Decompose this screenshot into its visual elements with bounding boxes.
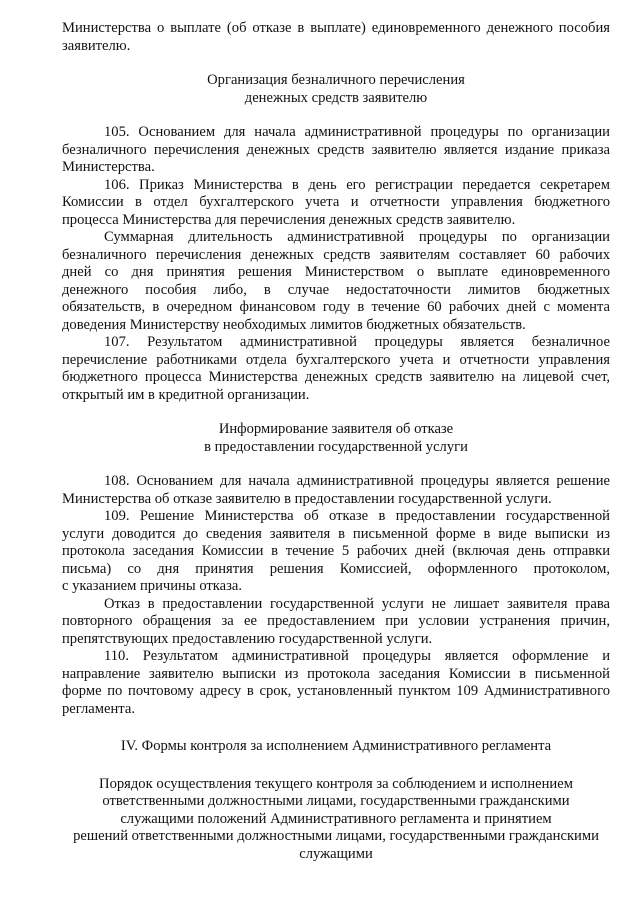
- paragraph-total-duration: [62, 229, 610, 334]
- section-heading-current-control: [62, 776, 610, 864]
- heading-line: решений ответственными должностными лицами, государственными гражданскими: [73, 828, 599, 844]
- text-line: доведения Министерству необходимых лимитов бюджетных обязательств.: [62, 316, 526, 333]
- text-line: денежного пособия либо, в случае недостаточности лимитов бюджетных: [62, 281, 610, 298]
- text-line: 107. Результатом административной процедуры является безналичное: [104, 334, 610, 350]
- text-line: дней со дня принятия решения Министерством о выплате единовременного: [62, 264, 610, 280]
- text-line: открытый им в кредитной организации.: [62, 386, 310, 403]
- text-line: Комиссии в отдел бухгалтерского учета и отчетности управления бюджетного: [62, 194, 610, 210]
- text-line: форме по почтовому адресу в срок, установленный пунктом 109 Административного: [62, 683, 610, 699]
- text-line: обязательств, в очередном финансовом году в течение 60 рабочих дней с момента: [62, 299, 610, 315]
- text-line: бюджетного процесса Министерства денежных средств заявителю на лицевой счет,: [62, 369, 610, 385]
- paragraph-105: [62, 124, 610, 177]
- text-line: перечисление работниками отдела бухгалтерского учета и отчетности управления: [62, 351, 610, 368]
- heading-line: Организация безналичного перечисления: [207, 72, 465, 88]
- chapter-heading-iv: [62, 738, 610, 756]
- text-line: повторного обращения за ее предоставлением при условии устранения причин,: [62, 613, 610, 629]
- paragraph-continuation: [62, 20, 610, 55]
- text-line: с указанием причины отказа.: [62, 578, 243, 594]
- text-line: Министерства об отказе заявителю в предоставлении государственной услуги.: [62, 490, 552, 507]
- text-line: услуги доводится до сведения заявителя в письменной форме в виде выписки из: [62, 525, 610, 542]
- text-line: процесса Министерства для перечисления денежных средств заявителю.: [62, 211, 516, 228]
- paragraph-108: [62, 473, 610, 508]
- paragraph-repeat-application: [62, 596, 610, 649]
- text-line: Министерства.: [62, 159, 155, 175]
- heading-line: Порядок осуществления текущего контроля за соблюдением и исполнением: [99, 775, 573, 792]
- text-line: Министерства о выплате (об отказе в выплате) единовременного денежного пособия: [62, 20, 610, 36]
- heading-line: Информирование заявителя об отказе: [218, 421, 454, 437]
- text-line: 110. Результатом административной процедуры является оформление и: [104, 648, 610, 664]
- heading-line: в предоставлении государственной услуги: [204, 438, 468, 455]
- text-line: 109. Решение Министерства об отказе в предоставлении государственной: [104, 508, 610, 524]
- text-line: протокола заседания Комиссии в течение 5 рабочих дней (включая день отправки: [62, 543, 610, 559]
- text-line: 106. Приказ Министерства в день его регистрации передается секретарем: [104, 176, 610, 193]
- text-line: письма) со дня принятия решения Комиссией, оформленного протоколом,: [62, 560, 610, 577]
- heading-line: IV. Формы контроля за исполнением Административного регламента: [120, 738, 552, 754]
- section-heading-refusal-notice: [62, 421, 610, 456]
- text-line: препятствующих предоставлению государственной услуги.: [62, 630, 433, 647]
- text-line: Отказ в предоставлении государственной услуги не лишает заявителя права: [104, 595, 610, 612]
- text-line: 105. Основанием для начала административной процедуры по организации: [104, 124, 610, 140]
- heading-line: служащими положений Административного регламента и принятием: [120, 810, 552, 827]
- paragraph-107: [62, 334, 610, 404]
- text-line: безналичного перечисления денежных средств заявителям составляет 60 рабочих: [62, 246, 610, 263]
- text-line: 108. Основанием для начала административной процедуры является решение: [104, 473, 610, 489]
- heading-line: служащими: [299, 845, 373, 862]
- paragraph-106: [62, 177, 610, 230]
- text-line: направление заявителю выписки из протокола заседания Комиссии в письменной: [62, 665, 610, 682]
- section-heading-cashless-transfer: [62, 72, 610, 107]
- heading-line: денежных средств заявителю: [244, 89, 428, 106]
- text-line: безналичного перечисления денежных средств заявителю является издание приказа: [62, 141, 610, 158]
- text-line: заявителю.: [62, 37, 131, 54]
- text-line: регламента.: [62, 700, 135, 717]
- heading-line: ответственными должностными лицами, государственными гражданскими: [102, 793, 570, 809]
- document-page: [62, 20, 610, 863]
- paragraph-110: [62, 648, 610, 718]
- text-line: Суммарная длительность административной процедуры по организации: [104, 229, 610, 245]
- paragraph-109: [62, 508, 610, 596]
